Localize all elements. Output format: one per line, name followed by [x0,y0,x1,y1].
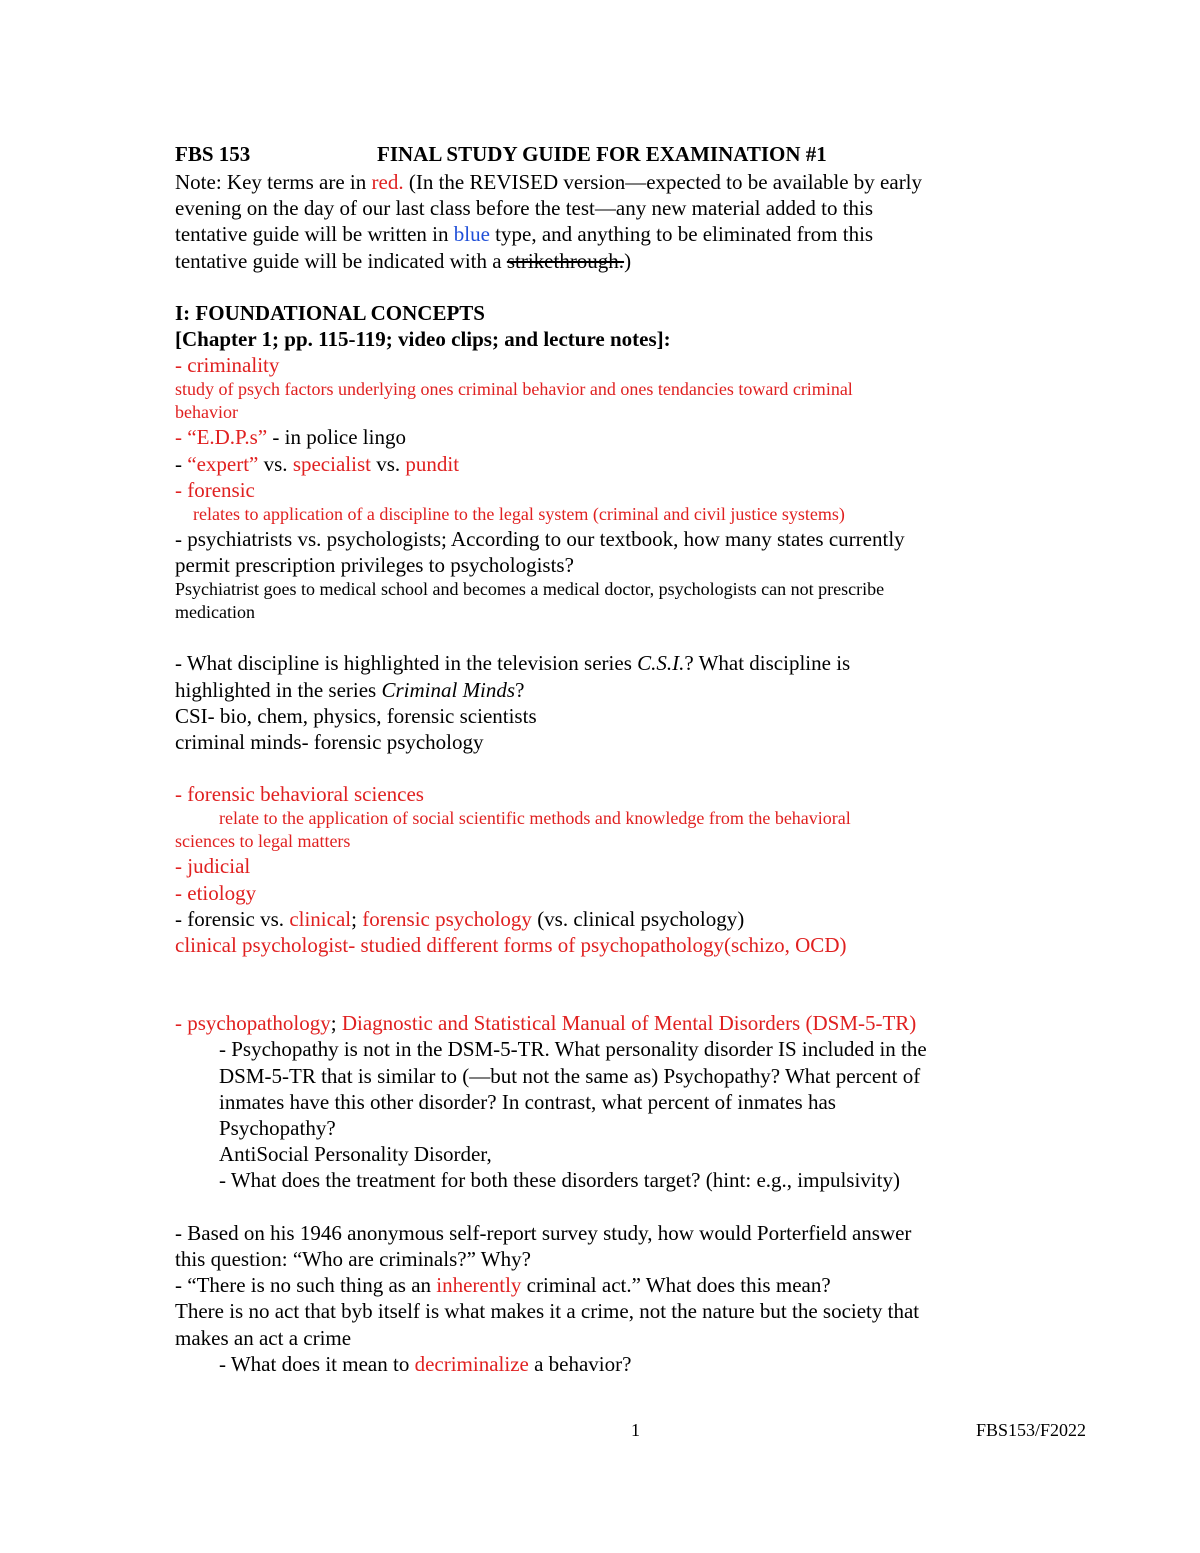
note-line-2: evening on the day of our last class before the test—any new material added to this [175,196,874,221]
clinical-psychologist-note: clinical psychologist- studied different forms of psychopathology(schizo, OCD) [175,933,847,958]
decriminalize-question: - What does it mean to decriminalize a behavior? [219,1351,632,1376]
footer-course-code: FBS153/F2022 [976,1420,1087,1440]
dsm-question-3: inmates have this other disorder? In contrast, what percent of inmates has [219,1089,836,1114]
document-title-row [175,141,1055,169]
psychiatrists-answer-1: Psychiatrist goes to medical school and becomes a medical doctor, psychologists can not prescribe [175,579,885,600]
dsm-question-4: Psychopathy? [219,1116,336,1141]
csi-question-2: highlighted in the series Criminal Minds? [175,677,525,702]
porterfield-question-2: this question: “Who are criminals?” Why? [175,1246,531,1271]
porterfield-question-1: - Based on his 1946 anonymous self-report survey study, how would Porterfield answer [175,1220,912,1245]
dsm-question-2: DSM-5-TR that is similar to (—but not the same as) Psychopathy? What percent of [219,1063,921,1088]
csi-answer-1: CSI- bio, chem, physics, forensic scientists [175,703,537,728]
forensic-definition: relates to application of a discipline to the legal system (criminal and civil justice systems) [193,504,845,525]
note-line-3: tentative guide will be written in blue type, and anything to be eliminated from this [175,222,874,247]
fbs-definition-1: relate to the application of social scientific methods and knowledge from the behavioral [219,808,851,829]
criminality-definition-1: study of psych factors underlying ones criminal behavior and ones tendancies toward criminal [175,379,853,400]
document-body [175,141,1055,1377]
chapter-reference: [Chapter 1; pp. 115-119; video clips; and lecture notes]: [175,327,671,352]
course-code: FBS 153 [175,142,251,166]
dsm-answer: AntiSocial Personality Disorder, [219,1142,492,1167]
page-number: 1 [631,1420,640,1440]
note-line-4: tentative guide will be indicated with a strikethrough.) [175,248,632,273]
term-etiology: - etiology [175,880,257,905]
term-criminality: - criminality [175,353,280,378]
term-edps: - “E.D.P.s” - in police lingo [175,425,406,450]
note-line-1: Note: Key terms are in red. (In the REVISED version—expected to be available by early [175,170,923,194]
csi-question-1: - What discipline is highlighted in the television series C.S.I.? What discipline is [175,651,851,676]
inherently-answer-2: makes an act a crime [175,1325,352,1350]
term-judicial: - judicial [175,854,251,879]
treatment-question: - What does the treatment for both these disorders target? (hint: e.g., impulsivity) [219,1168,900,1193]
psychiatrists-answer-2: medication [175,602,255,623]
inherently-question: - “There is no such thing as an inherently criminal act.” What does this mean? [175,1273,831,1298]
section-heading: I: FOUNDATIONAL CONCEPTS [175,300,485,325]
csi-answer-2: criminal minds- forensic psychology [175,730,484,755]
psychiatrists-question-2: permit prescription privileges to psychologists? [175,553,574,578]
criminality-definition-2: behavior [175,402,238,423]
term-expert-specialist-pundit: - “expert” vs. specialist vs. pundit [175,451,460,476]
inherently-answer-1: There is no act that byb itself is what makes it a crime, not the nature but the society that [175,1299,920,1324]
term-forensic: - forensic [175,477,255,502]
psychiatrists-question-1: - psychiatrists vs. psychologists; According to our textbook, how many states currently [175,527,905,552]
term-forensic-vs-clinical: - forensic vs. clinical; forensic psychology (vs. clinical psychology) [175,906,745,931]
document-title: FINAL STUDY GUIDE FOR EXAMINATION #1 [377,142,827,166]
fbs-definition-2: sciences to legal matters [175,831,351,852]
dsm-question-1: - Psychopathy is not in the DSM-5-TR. What personality disorder IS included in the [219,1037,927,1062]
term-psychopathology-dsm: - psychopathology; Diagnostic and Statistical Manual of Mental Disorders (DSM-5-TR) [175,1011,917,1036]
term-forensic-behavioral-sciences: - forensic behavioral sciences [175,782,424,807]
